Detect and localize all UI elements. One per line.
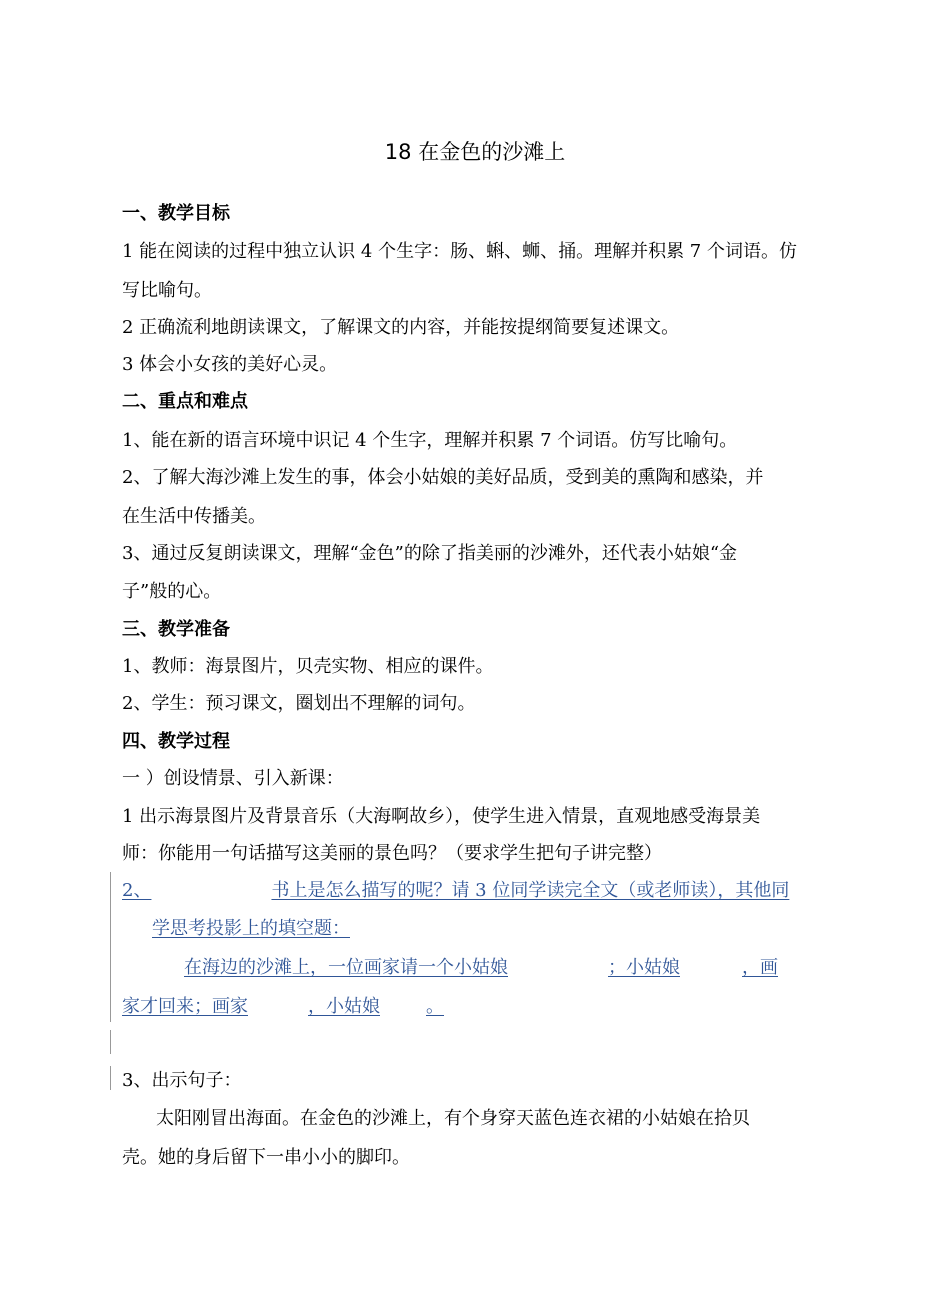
process-line-show-sentence: 3、出示句子：	[122, 1070, 242, 1091]
section-heading-process: 四、教学过程	[122, 731, 230, 752]
key-point-line-3-cont: 子”般的心。	[122, 581, 222, 602]
section-heading-key-points: 二、重点和难点	[122, 391, 248, 412]
preparation-line-1: 1、教师：海景图片，贝壳实物、相应的课件。	[122, 656, 494, 677]
revision-bar-3	[110, 1066, 111, 1090]
objective-line-1: 1 能在阅读的过程中独立认识 4 个生字：肠、蝌、蛳、捅。理解并积累 7 个词语。仿	[122, 241, 797, 262]
fill-in-line-2: 家才回来；画家 ，小姑娘 。	[122, 996, 444, 1017]
revised-number: 2、	[122, 880, 152, 901]
key-point-line-1: 1、能在新的语言环境中识记 4 个生字，理解并积累 7 个词语。仿写比喻句。	[122, 430, 738, 451]
revised-line-1	[122, 879, 789, 903]
key-point-line-3: 3、通过反复朗读课文，理解“金色”的除了指美丽的沙滩外，还代表小姑娘“金	[122, 543, 738, 564]
objective-line-3: 3 体会小女孩的美好心灵。	[122, 354, 338, 375]
section-heading-objectives: 一、教学目标	[122, 203, 230, 224]
revision-bar	[110, 872, 111, 1022]
key-point-line-2-cont: 在生活中传播美。	[122, 506, 266, 527]
document-title: 18 在金色的沙滩上	[384, 140, 566, 164]
process-line-3: 师：你能用一句话描写这美丽的景色吗？（要求学生把句子讲完整）	[122, 843, 662, 864]
preparation-line-2: 2、学生：预习课文，圈划出不理解的词句。	[122, 693, 476, 714]
objective-line-1-cont: 写比喻句。	[122, 280, 212, 301]
process-line-1: 一 ）创设情景、引入新课：	[122, 768, 344, 789]
key-point-line-2: 2、了解大海沙滩上发生的事，体会小姑娘的美好品质，受到美的熏陶和感染，并	[122, 467, 764, 488]
revised-text: 书上是怎么描写的呢？请 3 位同学读完全文（或老师读），其他同	[271, 880, 790, 901]
section-heading-preparation: 三、教学准备	[122, 619, 230, 640]
quoted-sentence-line-1: 太阳刚冒出海面。在金色的沙滩上，有个身穿天蓝色连衣裙的小姑娘在拾贝	[156, 1108, 750, 1129]
objective-line-2: 2 正确流利地朗读课文，了解课文的内容，并能按提纲简要复述课文。	[122, 317, 680, 338]
fill-in-line-1: 在海边的沙滩上，一位画家请一个小姑娘 ；小姑娘 ，画	[184, 957, 778, 978]
process-line-2: 1 出示海景图片及背景音乐（大海啊故乡），使学生进入情景，直观地感受海景美	[122, 806, 761, 827]
quoted-sentence-line-2: 壳。她的身后留下一串小小的脚印。	[122, 1147, 410, 1168]
revision-bar-2	[110, 1030, 111, 1054]
revised-line-2: 学思考投影上的填空题：	[152, 918, 350, 939]
